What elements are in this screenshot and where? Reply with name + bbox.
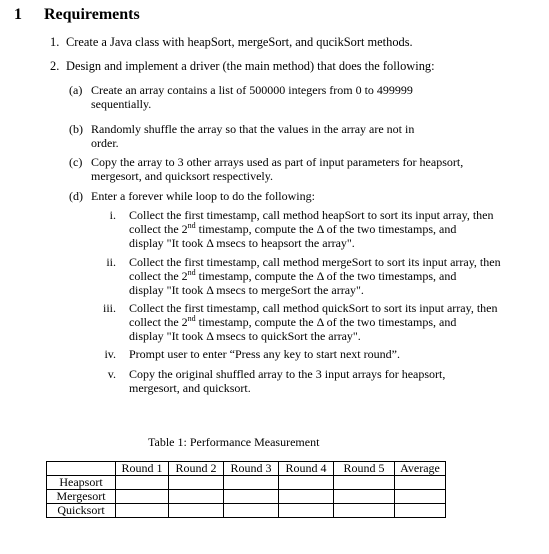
sub-item-a: [69, 83, 489, 111]
header-cell: Round 5: [334, 462, 395, 476]
sub-text: Enter a forever while loop to do the following:: [91, 189, 315, 203]
table-cell: [279, 504, 334, 518]
row-label: Heapsort: [47, 476, 116, 490]
step-text: collect the 2: [129, 222, 188, 236]
step-text: timestamp, compute the Δ of the two timestamps, and: [195, 315, 457, 329]
step-v: [100, 367, 510, 395]
sub-item-b: [69, 122, 489, 150]
table-cell: [169, 490, 224, 504]
table-cell: [395, 504, 446, 518]
header-cell: [47, 462, 116, 476]
sub-item-c: [69, 155, 489, 183]
step-iv: [100, 347, 510, 361]
list-text: Design and implement a driver (the main method) that does the following:: [66, 59, 435, 73]
table-row: [47, 504, 446, 518]
step-label: iii.: [102, 301, 116, 315]
step-text: collect the 2: [129, 315, 188, 329]
sub-text: Randomly shuffle the array so that the values in the array are not in: [91, 122, 415, 136]
step-sup: nd: [187, 221, 196, 230]
sub-text: mergesort, and quicksort respectively.: [91, 169, 273, 183]
sub-text: order.: [91, 136, 119, 150]
list-number: 2.: [50, 59, 60, 73]
table-cell: [279, 476, 334, 490]
table-cell: [334, 490, 395, 504]
table-row: [47, 476, 446, 490]
step-text: collect the 2: [129, 269, 188, 283]
table-header-row: [47, 462, 446, 476]
step-text: mergesort, and quicksort.: [129, 381, 251, 395]
table-cell: [334, 476, 395, 490]
table-cell: [116, 476, 169, 490]
step-i: [100, 208, 510, 250]
row-label: Mergesort: [47, 490, 116, 504]
section-number: 1: [14, 6, 22, 23]
list-number: 1.: [50, 35, 60, 49]
table-cell: [395, 476, 446, 490]
list-text: Create a Java class with heapSort, mergeSort, and qucikSort methods.: [66, 35, 413, 49]
table-row: [47, 490, 446, 504]
step-text: Collect the first timestamp, call method mergeSort to sort its input array, then: [129, 255, 501, 269]
table-cell: [169, 504, 224, 518]
sub-label: (d): [69, 189, 83, 203]
step-text: timestamp, compute the Δ of the two timestamps, and: [195, 222, 457, 236]
section-title: Requirements: [44, 6, 140, 23]
table-caption: Table 1: Performance Measurement: [148, 435, 320, 449]
table-cell: [395, 490, 446, 504]
step-label: v.: [107, 367, 116, 381]
step-text: Collect the first timestamp, call method quickSort to sort its input array, then: [129, 301, 498, 315]
row-label: Quicksort: [47, 504, 116, 518]
step-text: Copy the original shuffled array to the 3 input arrays for heapsort,: [129, 367, 446, 381]
step-label: ii.: [106, 255, 116, 269]
sub-text: Create an array contains a list of 500000 integers from 0 to 499999: [91, 83, 413, 97]
step-text: timestamp, compute the Δ of the two timestamps, and: [195, 269, 457, 283]
table-cell: [116, 490, 169, 504]
step-label: i.: [109, 208, 116, 222]
table-cell: [169, 476, 224, 490]
step-label: iv.: [104, 347, 116, 361]
sub-text: sequentially.: [91, 97, 152, 111]
header-cell: Round 2: [169, 462, 224, 476]
header-cell: Round 3: [224, 462, 279, 476]
step-text: Collect the first timestamp, call method heapSort to sort its input array, then: [129, 208, 494, 222]
header-cell: Round 1: [116, 462, 169, 476]
table-cell: [334, 504, 395, 518]
step-text: Prompt user to enter “Press any key to start next round”.: [129, 347, 400, 361]
table-cell: [279, 490, 334, 504]
sub-text: Copy the array to 3 other arrays used as part of input parameters for heapsort,: [91, 155, 464, 169]
table-cell: [116, 504, 169, 518]
section-heading: [14, 6, 140, 24]
sub-label: (c): [69, 155, 83, 169]
step-text: display "It took Δ msecs to quickSort the array".: [129, 329, 361, 343]
step-iii: [100, 301, 510, 343]
header-cell: Average: [395, 462, 446, 476]
step-sup: nd: [187, 314, 196, 323]
step-ii: [100, 255, 510, 297]
sub-label: (a): [69, 83, 83, 97]
sub-item-d: [69, 189, 489, 203]
header-cell: Round 4: [279, 462, 334, 476]
table-cell: [224, 476, 279, 490]
performance-table: [46, 461, 446, 518]
table-cell: [224, 504, 279, 518]
step-text: display "It took Δ msecs to mergeSort the array".: [129, 283, 364, 297]
step-sup: nd: [187, 268, 196, 277]
table-cell: [224, 490, 279, 504]
sub-label: (b): [69, 122, 83, 136]
step-text: display "It took Δ msecs to heapsort the array".: [129, 236, 355, 250]
